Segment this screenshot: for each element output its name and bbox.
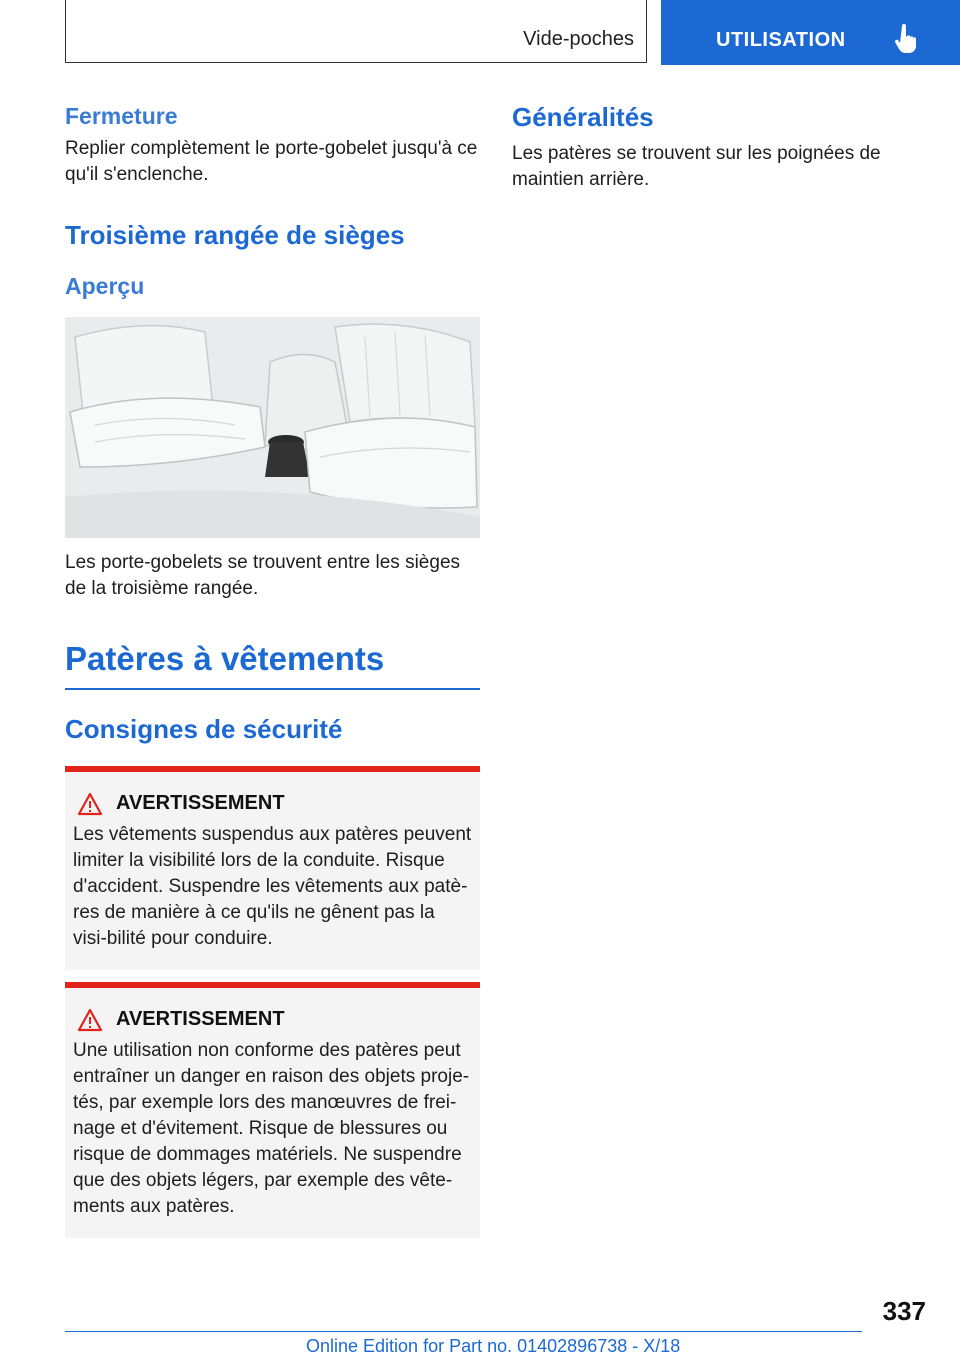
warning-box-2 <box>65 982 480 1238</box>
hand-pointer-icon <box>893 24 921 54</box>
seats-illustration <box>65 317 480 538</box>
header-chapter-label: UTILISATION <box>716 29 846 51</box>
warning-header <box>73 792 472 816</box>
header-section-box <box>65 0 647 63</box>
fermeture-heading: Fermeture <box>65 103 178 129</box>
pateres-heading: Patères à vêtements <box>65 640 385 677</box>
generalites-heading: Généralités <box>512 102 654 132</box>
footer-edition: Online Edition for Part no. 01402896738 - X/18 <box>306 1336 681 1356</box>
generalites-text: Les patères se trouvent sur les poignées de maintien arrière. <box>512 143 881 190</box>
fermeture-text: Replier complètement le porte-gobelet jusqu'à ce qu'il s'enclenche. <box>65 138 478 185</box>
right-column <box>512 100 902 193</box>
warning-triangle-icon <box>77 792 103 816</box>
consignes-heading: Consignes de sécurité <box>65 713 343 744</box>
warning-triangle-icon <box>77 1008 103 1032</box>
third-row-heading: Troisième rangée de sièges <box>65 220 405 250</box>
warning-text: Les vêtements suspendus aux patères peuvent limiter la visibilité lors de la conduite. Risque d'accident. Suspendre les vêtements aux patè-res de manière à ce qu'ils ne gênent pas la visi-bilité pour conduire. <box>73 823 472 949</box>
left-column <box>65 100 480 1238</box>
photo-caption: Les porte-gobelets se trouvent entre les sièges de la troisième rangée. <box>65 552 461 599</box>
warning-title: AVERTISSEMENT <box>116 1008 285 1030</box>
apercu-heading: Aperçu <box>65 273 145 299</box>
warning-title: AVERTISSEMENT <box>116 792 285 814</box>
header-chapter-tab <box>661 0 960 65</box>
footer-divider <box>65 1331 862 1332</box>
warning-header <box>73 1008 472 1032</box>
warning-box-1 <box>65 766 480 970</box>
warning-text: Une utilisation non conforme des patères peut entraîner un danger en raison des objets proje-tés, par exemple lors des manœuvres de frei-nage et d'évitement. Risque de blessures ou risque de dommages matériels. Ne suspendre que des objets légers, par exemple des vête-ments aux patères. <box>73 1039 470 1217</box>
page-number: 337 <box>882 1296 926 1326</box>
header-section-title: Vide-poches <box>523 28 634 50</box>
section-divider <box>65 688 480 690</box>
third-row-seats-photo <box>65 317 480 538</box>
